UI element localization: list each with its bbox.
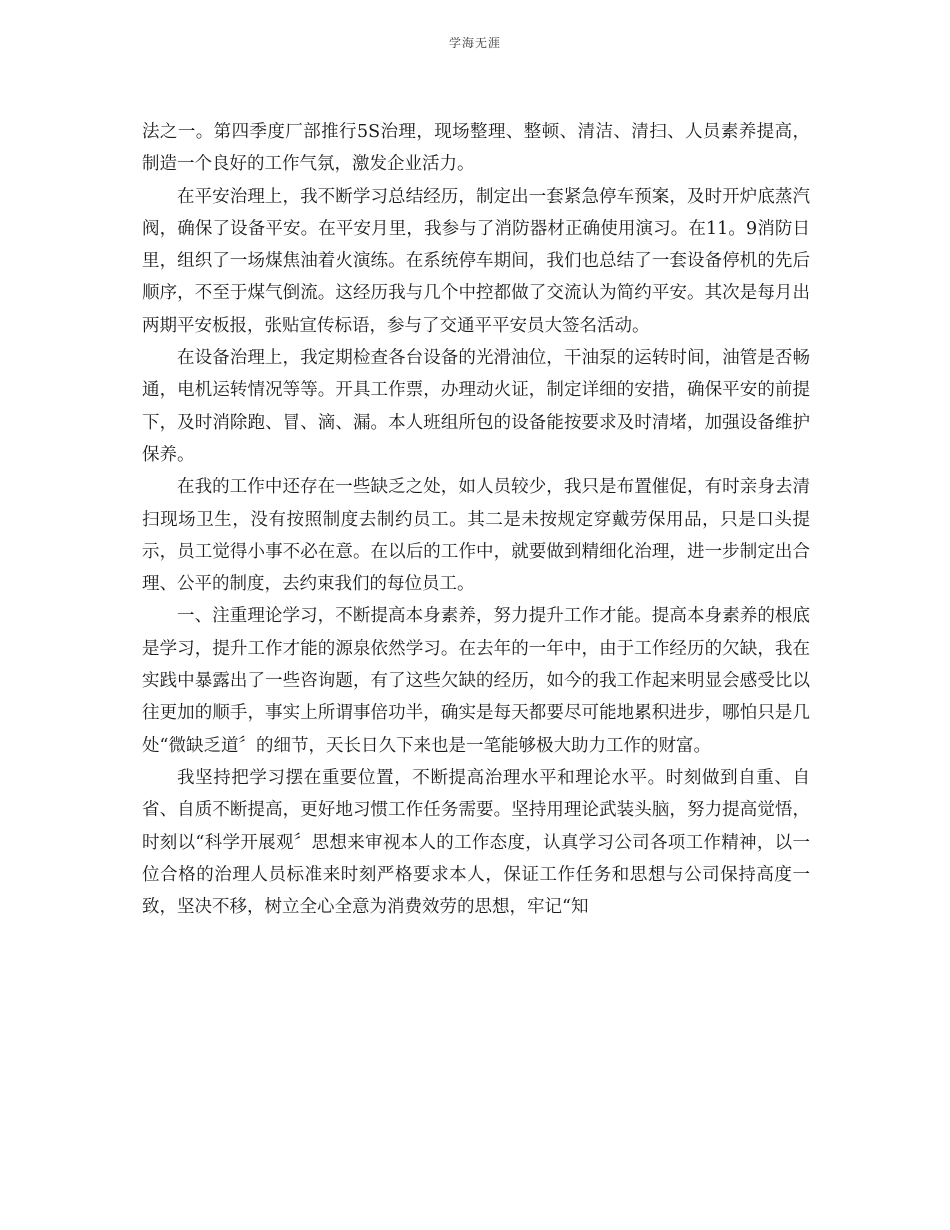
page-header: 学海无涯 [448, 36, 501, 50]
paragraph-3: 在设备治理上，我定期检查各台设备的光滑油位，干油泵的运转时间，油管是否畅通，电机运转情况等等。开具工作票，办理动火证，制定详细的安措，确保平安的前提下，及时消除跑、冒、滴、漏。本人班组所包的设备能按要求及时清堵，加强设备维护保养。 [142, 348, 810, 465]
paragraph-6: 我坚持把学习摆在重要位置，不断提高治理水平和理论水平。时刻做到自重、自省、自质不断提高，更好地习惯工作任务需要。坚持用理论武装头脑，努力提高觉悟，时刻以“科学开展观〞思想来审视本人的工作态度，认真学习公司各项工作精神，以一位合格的治理人员标准来时刻严格要求本人，保证工作任务和思想与公司保持高度一致，坚决不移，树立全心全意为消费效劳的思想，牢记“知 [142, 767, 810, 918]
paragraph-5: 一、注重理论学习，不断提高本身素养，努力提升工作才能。提高本身素养的根底是学习，提升工作才能的源泉依然学习。在去年的一年中，由于工作经历的欠缺，我在实践中暴露出了一些咨询题，有了这些欠缺的经历，如今的我工作起来明显会感受比以往更加的顺手，事实上所谓事倍功半，确实是每天都要尽可能地累积进步，哪怕只是几处“微缺乏道〞的细节，天长日久下来也是一笔能够极大助力工作的财富。 [142, 606, 810, 756]
paragraph-2: 在平安治理上，我不断学习总结经历，制定出一套紧急停车预案，及时开炉底蒸汽阀，确保了设备平安。在平安月里，我参与了消防器材正确使用演习。在11。9消防日里，组织了一场煤焦油着火演练。在系统停车期间，我们也总结了一套设备停机的先后顺序，不至于煤气倒流。这经历我与几个中控都做了交流认为简约平安。其次是每月出两期平安板报，张贴宣传标语，参与了交通平平安员大签名活动。 [142, 186, 810, 336]
body-text [142, 116, 810, 923]
paragraph-4: 在我的工作中还存在一些缺乏之处，如人员较少，我只是布置催促，有时亲身去清扫现场卫生，没有按照制度去制约员工。其二是未按规定穿戴劳保用品，只是口头提示，员工觉得小事不必在意。在以后的工作中，就要做到精细化治理，进一步制定出合理、公平的制度，去约束我们的每位员工。 [142, 477, 810, 595]
paragraph-1: 法之一。第四季度厂部推行5S治理，现场整理、整顿、清洁、清扫、人员素养提高，制造一个良好的工作气氛，激发企业活力。 [142, 122, 810, 175]
